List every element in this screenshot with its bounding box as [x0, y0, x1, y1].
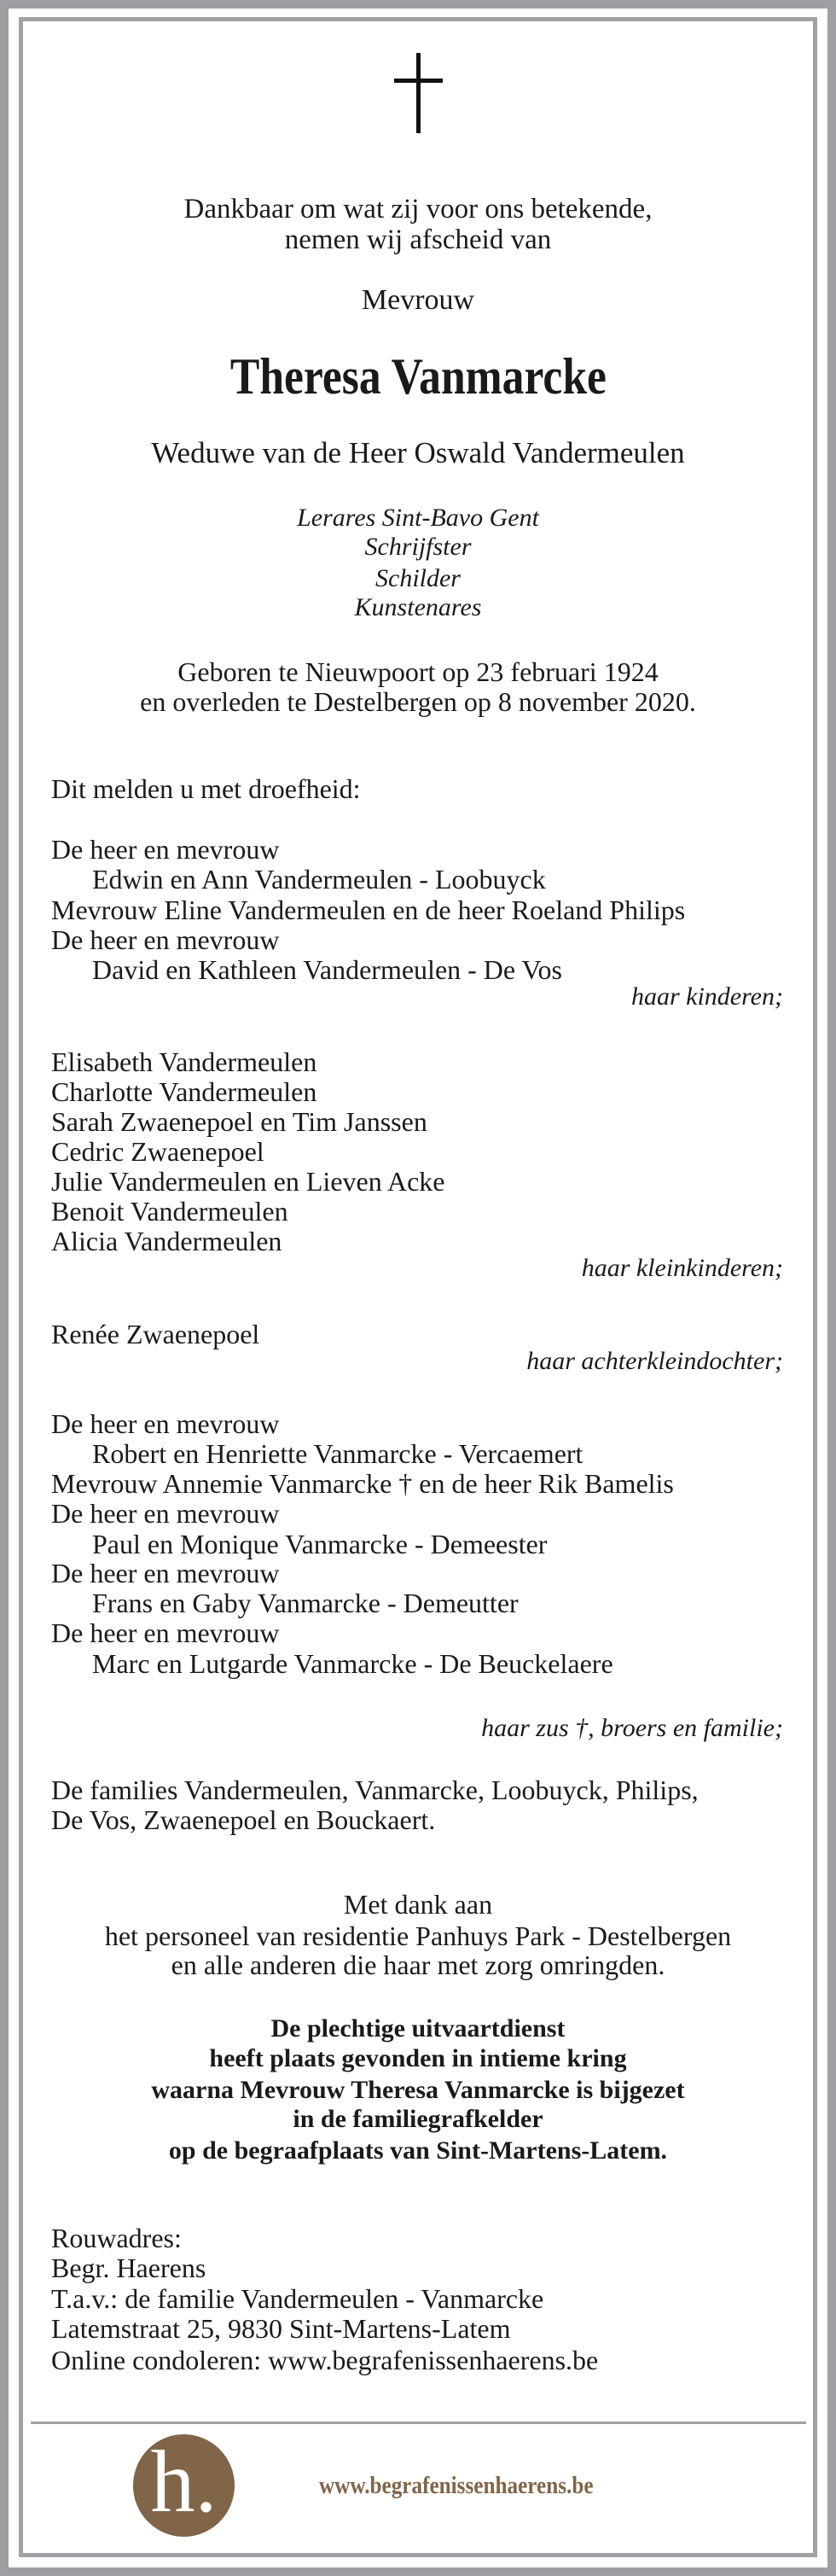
- family-line: Paul en Monique Vanmarcke - Demeester: [92, 1529, 548, 1559]
- family-line: De heer en mevrouw: [51, 1558, 280, 1588]
- widow-of: Weduwe van de Heer Oswald Vandermeulen: [151, 436, 685, 469]
- address-line: Latemstraat 25, 9830 Sint-Martens-Latem: [51, 2313, 511, 2344]
- relation-label: haar kinderen;: [630, 982, 783, 1011]
- family-line: Mevrouw Eline Vandermeulen en de heer Roeland Philips: [51, 895, 686, 925]
- family-line: De heer en mevrouw: [51, 1408, 280, 1439]
- relation-label: haar achterkleindochter;: [526, 1347, 783, 1375]
- family-line: Alicia Vandermeulen: [51, 1226, 282, 1256]
- families-line: De Vos, Zwaenepoel en Bouckaert.: [51, 1804, 436, 1835]
- family-line: Renée Zwaenepoel: [51, 1319, 260, 1349]
- thanks-line: en alle anderen die haar met zorg omringden.: [171, 1949, 665, 1980]
- family-line: Sarah Zwaenepoel en Tim Janssen: [51, 1106, 427, 1137]
- address-line: Rouwadres:: [51, 2223, 182, 2253]
- family-line: Cedric Zwaenepoel: [51, 1136, 264, 1167]
- salutation: Mevrouw: [361, 284, 475, 316]
- family-line: Julie Vandermeulen en Lieven Acke: [51, 1166, 445, 1197]
- cross-icon-vertical: [416, 53, 421, 133]
- family-line: Mevrouw Annemie Vanmarcke † en de heer Rik Bamelis: [51, 1468, 674, 1499]
- role: Schilder: [375, 564, 461, 592]
- funeral-home-logo: [133, 2434, 235, 2537]
- thanks-line: het personeel van residentie Panhuys Park - Destelbergen: [104, 1920, 732, 1951]
- deceased-name-text: Theresa Vanmarcke: [229, 348, 607, 405]
- funeral-home-website-link[interactable]: [319, 2471, 624, 2502]
- family-line: David en Kathleen Vandermeulen - De Vos: [92, 954, 562, 985]
- family-line: Elisabeth Vandermeulen: [51, 1046, 317, 1077]
- announcement: Dit melden u met droefheid:: [51, 773, 361, 804]
- family-line: De heer en mevrouw: [51, 834, 280, 865]
- condolence-link[interactable]: Online condoleren: www.begrafenissenhaerens.be: [51, 2345, 599, 2375]
- relation-label: haar zus †, broers en familie;: [481, 1714, 783, 1742]
- cross-icon-horizontal: [394, 79, 443, 83]
- service-line: op de begraafplaats van Sint-Martens-Latem.: [168, 2136, 668, 2165]
- family-line: De heer en mevrouw: [51, 1617, 280, 1648]
- families-line: De families Vandermeulen, Vanmarcke, Loobuyck, Philips,: [51, 1775, 699, 1805]
- service-line: heeft plaats gevonden in intieme kring: [209, 2044, 627, 2072]
- deceased-name: [0, 346, 836, 407]
- birth-date: Geboren te Nieuwpoort op 23 februari 1924: [177, 656, 659, 687]
- thanks-line: Met dank aan: [343, 1889, 493, 1920]
- website-url: www.begrafenissenhaerens.be: [319, 2473, 594, 2499]
- address-line: Begr. Haerens: [51, 2253, 206, 2283]
- address-line: T.a.v.: de familie Vandermeulen - Vanmarcke: [51, 2283, 544, 2314]
- footer-divider: [31, 2422, 806, 2424]
- role: Kunstenares: [354, 593, 482, 621]
- role: Schrijfster: [364, 533, 472, 561]
- family-line: Marc en Lutgarde Vanmarcke - De Beuckelaere: [92, 1648, 613, 1679]
- family-line: De heer en mevrouw: [51, 924, 280, 955]
- family-line: Edwin en Ann Vandermeulen - Loobuyck: [92, 864, 546, 895]
- intro-line: Dankbaar om wat zij voor ons betekende,: [183, 194, 653, 224]
- logo-letter: h.: [150, 2433, 218, 2531]
- service-line: in de familiegrafkelder: [293, 2105, 543, 2133]
- relation-label: haar kleinkinderen;: [581, 1254, 783, 1282]
- intro-line: nemen wij afscheid van: [284, 224, 552, 255]
- family-line: De heer en mevrouw: [51, 1498, 280, 1529]
- family-line: Frans en Gaby Vanmarcke - Demeutter: [92, 1588, 519, 1618]
- family-line: Charlotte Vandermeulen: [51, 1076, 317, 1107]
- death-date: en overleden te Destelbergen op 8 november 2020.: [140, 686, 696, 717]
- service-line: waarna Mevrouw Theresa Vanmarcke is bijgezet: [151, 2076, 685, 2104]
- family-line: Robert en Henriette Vanmarcke - Vercaemert: [92, 1438, 583, 1469]
- service-line: De plechtige uitvaartdienst: [270, 2014, 566, 2043]
- family-line: Benoit Vandermeulen: [51, 1196, 288, 1227]
- role: Lerares Sint-Bavo Gent: [297, 504, 539, 532]
